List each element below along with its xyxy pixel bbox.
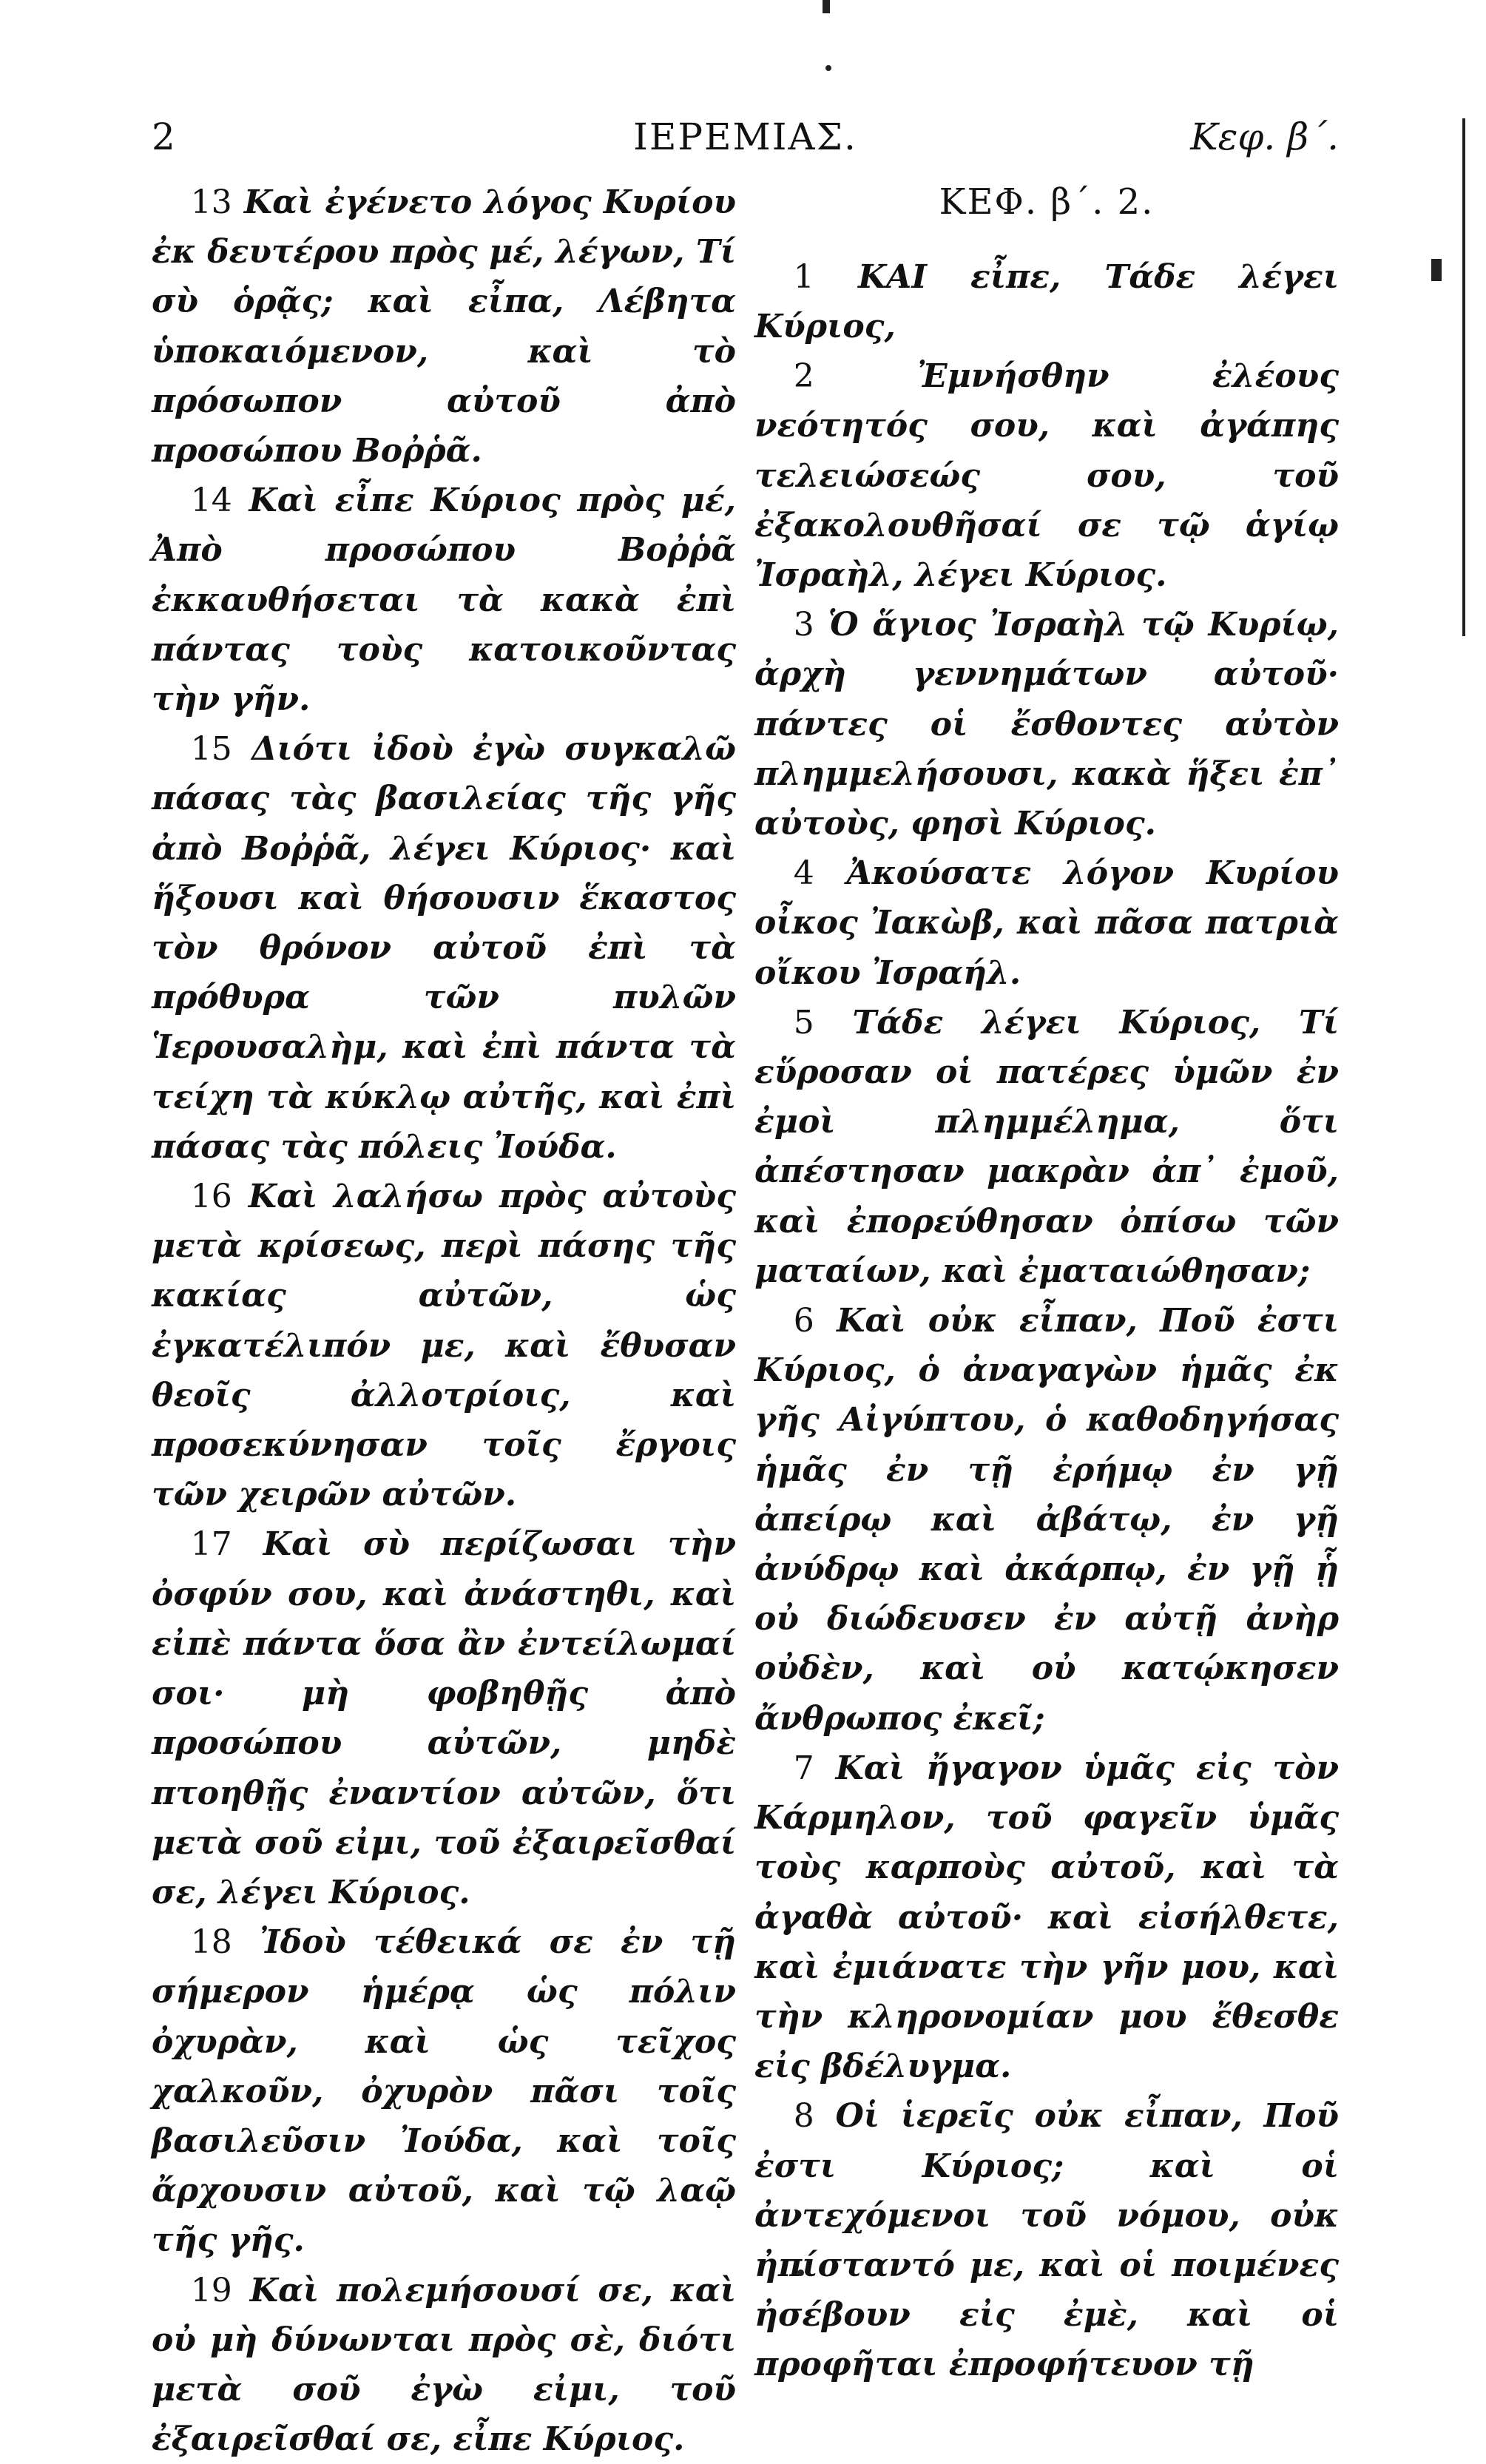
ink-speck — [1431, 259, 1442, 281]
verse — [754, 252, 1339, 351]
verse-number: 19 — [190, 2271, 232, 2309]
verse — [754, 848, 1339, 998]
verse — [152, 2266, 736, 2464]
verse-number: 3 — [793, 606, 814, 644]
ink-speck — [823, 0, 830, 13]
verse-number: 17 — [190, 1525, 232, 1564]
verse-text: Διότι ἰδοὺ ἐγὼ συγκαλῶ πάσας τὰς βασιλείας τῆς γῆς ἀπὸ Βοῤῥᾶ, λέγει Κύριος· καὶ ἥξουσι καὶ θήσουσιν ἕκαστος τὸν θρόνον αὐτοῦ ἐπὶ τὰ πρόθυρα τῶν πυλῶν Ἱερουσαλὴμ, καὶ ἐπὶ πάντα τὰ τείχη τὰ κύκλῳ αὐτῆς, καὶ ἐπὶ πάσας τὰς πόλεις Ἰούδα. — [152, 730, 736, 1166]
verse-number: 7 — [793, 1749, 814, 1787]
verse-number: 6 — [793, 1302, 814, 1340]
verse — [152, 1917, 736, 2265]
verse-number: 18 — [190, 1923, 232, 1962]
verse-text: Ἀκούσατε λόγον Κυρίου οἶκος Ἰακὼβ, καὶ πᾶσα πατριὰ οἴκου Ἰσραήλ. — [754, 854, 1339, 992]
book-title: ΙΕΡΕΜΙΑΣ. — [633, 115, 857, 158]
verse — [754, 600, 1339, 848]
verse — [152, 476, 736, 724]
verse-text: Καὶ λαλήσω πρὸς αὐτοὺς μετὰ κρίσεως, περὶ πάσης τῆς κακίας αὐτῶν, ὡς ἐγκατέλιπόν με, καὶ ἔθυσαν θεοῖς ἀλλοτρίοις, καὶ προσεκύνησαν τοῖς ἔργοις τῶν χειρῶν αὐτῶν. — [152, 1178, 736, 1514]
verse-text: Ἐμνήσθην ἐλέους νεότητός σου, καὶ ἀγάπης τελειώσεώς σου, τοῦ ἐξακολουθῆσαί σε τῷ ἁγίῳ Ἰσραὴλ, λέγει Κύριος. — [754, 357, 1339, 595]
verse-number: 14 — [190, 482, 232, 520]
verse-text: Καὶ ἐγένετο λόγος Κυρίου ἐκ δευτέρου πρὸς μέ, λέγων, Τί σὺ ὁρᾷς; καὶ εἶπα, Λέβητα ὑποκαιόμενον, καὶ τὸ πρόσωπον αὐτοῦ ἀπὸ προσώπου Βοῤῥᾶ. — [152, 183, 736, 470]
verse-text: ΚΑΙ εἶπε, Τάδε λέγει Κύριος, — [754, 257, 1339, 345]
verse — [754, 2091, 1339, 2389]
verse-text: Καὶ οὐκ εἶπαν, Ποῦ ἐστι Κύριος, ὁ ἀναγαγὼν ἡμᾶς ἐκ γῆς Αἰγύπτου, ὁ καθοδηγήσας ἡμᾶς ἐν τῇ ἐρήμῳ ἐν γῇ ἀπείρῳ καὶ ἀβάτῳ, ἐν γῇ ἀνύδρῳ καὶ ἀκάρπῳ, ἐν γῇ ᾗ οὐ διώδευσεν ἐν αὐτῇ ἀνὴρ οὐδὲν, καὶ οὐ κατῴκησεν ἄνθρωπος ἐκεῖ; — [754, 1302, 1339, 1738]
verse-number: 1 — [793, 257, 814, 296]
running-header — [152, 111, 1339, 163]
verse — [754, 998, 1339, 1296]
verse-text: Καὶ ἤγαγον ὑμᾶς εἰς τὸν Κάρμηλον, τοῦ φαγεῖν ὑμᾶς τοὺς καρποὺς αὐτοῦ, καὶ τὰ ἀγαθὰ αὐτοῦ· καὶ εἰσήλθετε, καὶ ἐμιάνατε τὴν γῆν μου, καὶ τὴν κληρονομίαν μου ἔθεσθε εἰς βδέλυγμα. — [754, 1749, 1339, 2086]
verse-number: 15 — [190, 730, 232, 769]
verse-text: Καὶ πολεμήσουσί σε, καὶ οὐ μὴ δύνωνται πρὸς σὲ, διότι μετὰ σοῦ ἐγὼ εἰμι, τοῦ ἐξαιρεῖσθαί σε, εἶπε Κύριος. — [152, 2271, 736, 2459]
verse-text: Τάδε λέγει Κύριος, Τί εὕροσαν οἱ πατέρες ὑμῶν ἐν ἐμοὶ πλημμέλημα, ὅτι ἀπέστησαν μακρὰν ἀπ᾽ ἐμοῦ, καὶ ἐπορεύθησαν ὀπίσω τῶν ματαίων, καὶ ἐματαιώθησαν; — [754, 1003, 1339, 1290]
verse — [754, 351, 1339, 600]
verse — [754, 1744, 1339, 2091]
verse-number: 2 — [793, 357, 814, 396]
verse-text: Ὁ ἅγιος Ἰσραὴλ τῷ Κυρίῳ, ἀρχὴ γεννημάτων αὐτοῦ· πάντες οἱ ἔσθοντες αὐτὸν πλημμελήσουσι, κακὰ ἥξει ἐπ᾽ αὐτοὺς, φησὶ Κύριος. — [754, 606, 1339, 843]
page-number: 2 — [152, 115, 175, 158]
verse — [152, 178, 736, 476]
verse-number: 4 — [793, 854, 814, 893]
left-text-column — [152, 178, 736, 2464]
verse — [754, 1296, 1339, 1744]
chapter-reference: Κεφ. β΄. — [1190, 115, 1339, 158]
verse-text: Οἱ ἱερεῖς οὐκ εἶπαν, Ποῦ ἐστι Κύριος; καὶ οἱ ἀντεχόμενοι τοῦ νόμου, οὐκ ἠπίσταντό με, καὶ οἱ ποιμένες ἠσέβουν εἰς ἐμὲ, καὶ οἱ προφῆται ἐπροφήτευον τῇ — [754, 2097, 1339, 2384]
verse-number: 8 — [793, 2097, 814, 2136]
verse-text: Καὶ εἶπε Κύριος πρὸς μέ, Ἀπὸ προσώπου Βοῤῥᾶ ἐκκαυθήσεται τὰ κακὰ ἐπὶ πάντας τοὺς κατοικοῦντας τὴν γῆν. — [152, 482, 736, 719]
verse-text: Ἰδοὺ τέθεικά σε ἐν τῇ σήμερον ἡμέρᾳ ὡς πόλιν ὀχυρὰν, καὶ ὡς τεῖχος χαλκοῦν, ὀχυρὸν πᾶσι τοῖς βασιλεῦσιν Ἰούδα, καὶ τοῖς ἄρχουσιν αὐτοῦ, καὶ τῷ λαῷ τῆς γῆς. — [152, 1923, 736, 2260]
ink-speck — [825, 65, 831, 71]
verse-number: 5 — [793, 1003, 814, 1042]
chapter-heading: ΚΕΦ. β΄. 2. — [939, 181, 1155, 223]
verse-number: 16 — [190, 1178, 232, 1216]
right-text-column — [754, 178, 1339, 2390]
verse-number: 13 — [190, 183, 232, 221]
verse-text: Καὶ σὺ περίζωσαι τὴν ὀσφύν σου, καὶ ἀνάστηθι, καὶ εἰπὲ πάντα ὅσα ἂν ἐντείλωμαί σοι· μὴ φοβηθῇς ἀπὸ προσώπου αὐτῶν, μηδὲ πτοηθῇς ἐναντίον αὐτῶν, ὅτι μετὰ σοῦ εἰμι, τοῦ ἐξαιρεῖσθαί σε, λέγει Κύριος. — [152, 1525, 736, 1911]
verse — [152, 724, 736, 1172]
verse — [152, 1172, 736, 1519]
verse — [152, 1519, 736, 1917]
scan-edge-rule — [1462, 118, 1465, 636]
